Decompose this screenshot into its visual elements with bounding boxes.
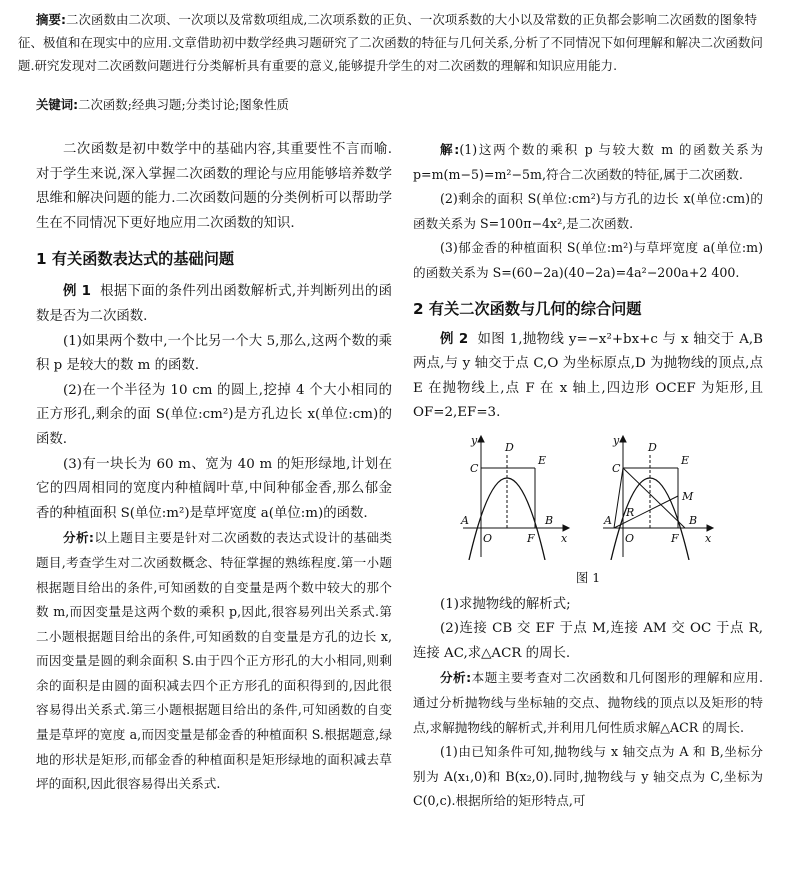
question-1: (1)如果两个数中,一个比另一个大 5,那么,这两个数的乘积 p 是较大的数 m 的函数. (36, 333, 392, 374)
right-label-c: C (612, 461, 621, 475)
abstract (18, 8, 772, 78)
intro-paragraph: 二次函数是初中数学中的基础内容,其重要性不言而喻.对于学生来说,深入掌握二次函数的理论与应用能够培养数学思维和解决问题的能力.二次函数问题的分类例析可以帮助学生在不同情况下更好地应用二次函数的知识. (36, 142, 392, 231)
solution-2: (2)剩余的面积 S(单位:cm²)与方孔的边长 x(单位:cm)的函数关系为 S=100π−4x²,是二次函数. (413, 191, 763, 231)
analysis-1 (36, 526, 392, 797)
example-1 (36, 280, 392, 329)
left-graph (463, 433, 569, 560)
figure-1-caption: 图 1 (575, 569, 601, 585)
left-y-arrow (478, 436, 484, 442)
left-label-f: F (527, 531, 535, 545)
question-3: (3)有一块长为 60 m、宽为 40 m 的矩形绿地,计划在它的四周相同的宽度内种植阔叶草,中间种郁金香,那么郁金香的种植面积 S(单位:m²)是草坪宽度 a(单位:m)的函数. (36, 456, 392, 521)
example-2-text: 如图 1,抛物线 y=−x²+bx+c 与 x 轴交于 A,B 两点,与 y 轴交于点 C,O 为坐标原点,D 为抛物线的顶点,点 E 在抛物线上,点 F 在 x 轴上,四边形 OCEF 为矩形,且 OF=2,EF=3. (413, 331, 763, 421)
analysis-2-part-1: (1)由已知条件可知,抛物线与 x 轴交点为 A 和 B,坐标分别为 A(x₁,0)和 B(x₂,0).同时,抛物线与 y 轴交点为 C,坐标为 C(0,c).根据所给的矩形特点,可 (413, 744, 763, 809)
solution-1 (413, 138, 763, 187)
right-segment-ac (614, 468, 623, 528)
left-label-d: D (505, 440, 514, 454)
example-1-label: 例 1 (63, 284, 91, 300)
keywords (36, 93, 289, 117)
left-label-a: A (461, 513, 469, 527)
right-label-m: M (682, 489, 694, 503)
right-label-r: R (626, 505, 635, 519)
right-label-b: B (689, 513, 698, 527)
solution-3: (3)郁金香的种植面积 S(单位:m²)与草坪宽度 a(单位:m)的函数关系为 S=(60−2a)(40−2a)=4a²−200a+2 400. (413, 240, 763, 280)
analysis-1-text: 以上题目主要是针对二次函数的表达式设计的基础类题目,考查学生对二次函数概念、特征掌握的熟练程度.第一小题根据题目给出的条件,可知函数的自变量是两个数中较大的那个数 m,而因变量是这两个数的乘积 p,因此,很容易列出关系式.第二小题根据题目给出的条件,可知函数的自变量是方孔的边长 x,而因变量是圆的剩余面积 S.由于四个正方形孔的大小相同,则剩余的面积是由圆的面积减去四个正方形孔的面积得到的,因此很容易得出关系式.第三小题根据题目给出的条件,可知函数的自变量是草坪的宽度 a,而因变量是郁金香的种植面积 S.根据题意,绿地的形状是矩形,而郁金香的种植面积是矩形绿地的面积减去草坪的面积,因此很容易得出关系式. (36, 530, 392, 792)
right-graph (603, 433, 713, 560)
right-label-f: F (671, 531, 679, 545)
right-label-e: E (681, 453, 690, 467)
right-label-a: A (604, 513, 612, 527)
right-label-d: D (648, 440, 657, 454)
figure-1 (413, 432, 763, 560)
example-2 (413, 328, 763, 426)
abstract-text: 二次函数由二次项、一次项以及常数项组成,二次项系数的正负、一次项系数的大小以及常数的正负都会影响二次函数的图象特征、极值和在现实中的应用.文章借助初中数学经典习题研究了二次函数的特征与几何关系,分析了不同情况下如何理解和解决二次函数问题.研究发现对二次函数问题进行分类解析具有重要的意义,能够提升学生的对二次函数的理解和知识应用能力. (18, 12, 764, 74)
solution-1-text: (1)这两个数的乘积 p 与较大数 m 的函数关系为 p=m(m−5)=m²−5m,符合二次函数的特征,属于二次函数. (413, 142, 763, 182)
analysis-2-text: 本题主要考查对二次函数和几何图形的理解和应用.通过分析抛物线与坐标轴的交点、抛物线的顶点以及矩形的特点,求解抛物线的解析式,并利用几何性质求解△ACR 的周长. (413, 670, 763, 735)
section-2-heading: 2 有关二次函数与几何的综合问题 (413, 299, 642, 318)
left-column (36, 138, 392, 797)
analysis-2 (413, 666, 763, 740)
problem-part-2: (2)连接 CB 交 EF 于点 M,连接 AM 交 OC 于点 R,连接 AC,求△ACR 的周长. (413, 621, 763, 661)
left-label-x: x (561, 531, 568, 545)
keywords-label: 关键词: (36, 97, 79, 112)
analysis-1-label: 分析: (63, 530, 94, 546)
right-x-arrow (707, 525, 713, 531)
left-label-b: B (545, 513, 554, 527)
example-2-label: 例 2 (440, 331, 469, 347)
left-label-c: C (470, 461, 479, 475)
section-1-heading: 1 有关函数表达式的基础问题 (36, 250, 235, 269)
solution-label: 解: (440, 142, 460, 157)
right-label-x: x (705, 531, 712, 545)
right-column (413, 138, 763, 814)
right-y-arrow (620, 436, 626, 442)
left-label-o: O (483, 531, 493, 545)
left-label-y: y (471, 433, 478, 447)
left-label-e: E (538, 453, 547, 467)
analysis-2-label: 分析: (440, 670, 472, 686)
right-label-y: y (613, 433, 620, 447)
question-2: (2)在一个半径为 10 cm 的圆上,挖掉 4 个大小相同的正方形孔,剩余的面 S(单位:cm²)是方孔边长 x(单位:cm)的函数. (36, 382, 392, 447)
abstract-label: 摘要: (36, 12, 67, 27)
example-1-text: 根据下面的条件列出函数解析式,并判断列出的函数是否为二次函数. (36, 284, 392, 324)
left-x-arrow (563, 525, 569, 531)
figure-1-svg (413, 432, 763, 560)
problem-part-1: (1)求抛物线的解析式; (440, 596, 571, 612)
right-label-o: O (625, 531, 635, 545)
keywords-text: 二次函数;经典习题;分类讨论;图象性质 (78, 97, 289, 112)
